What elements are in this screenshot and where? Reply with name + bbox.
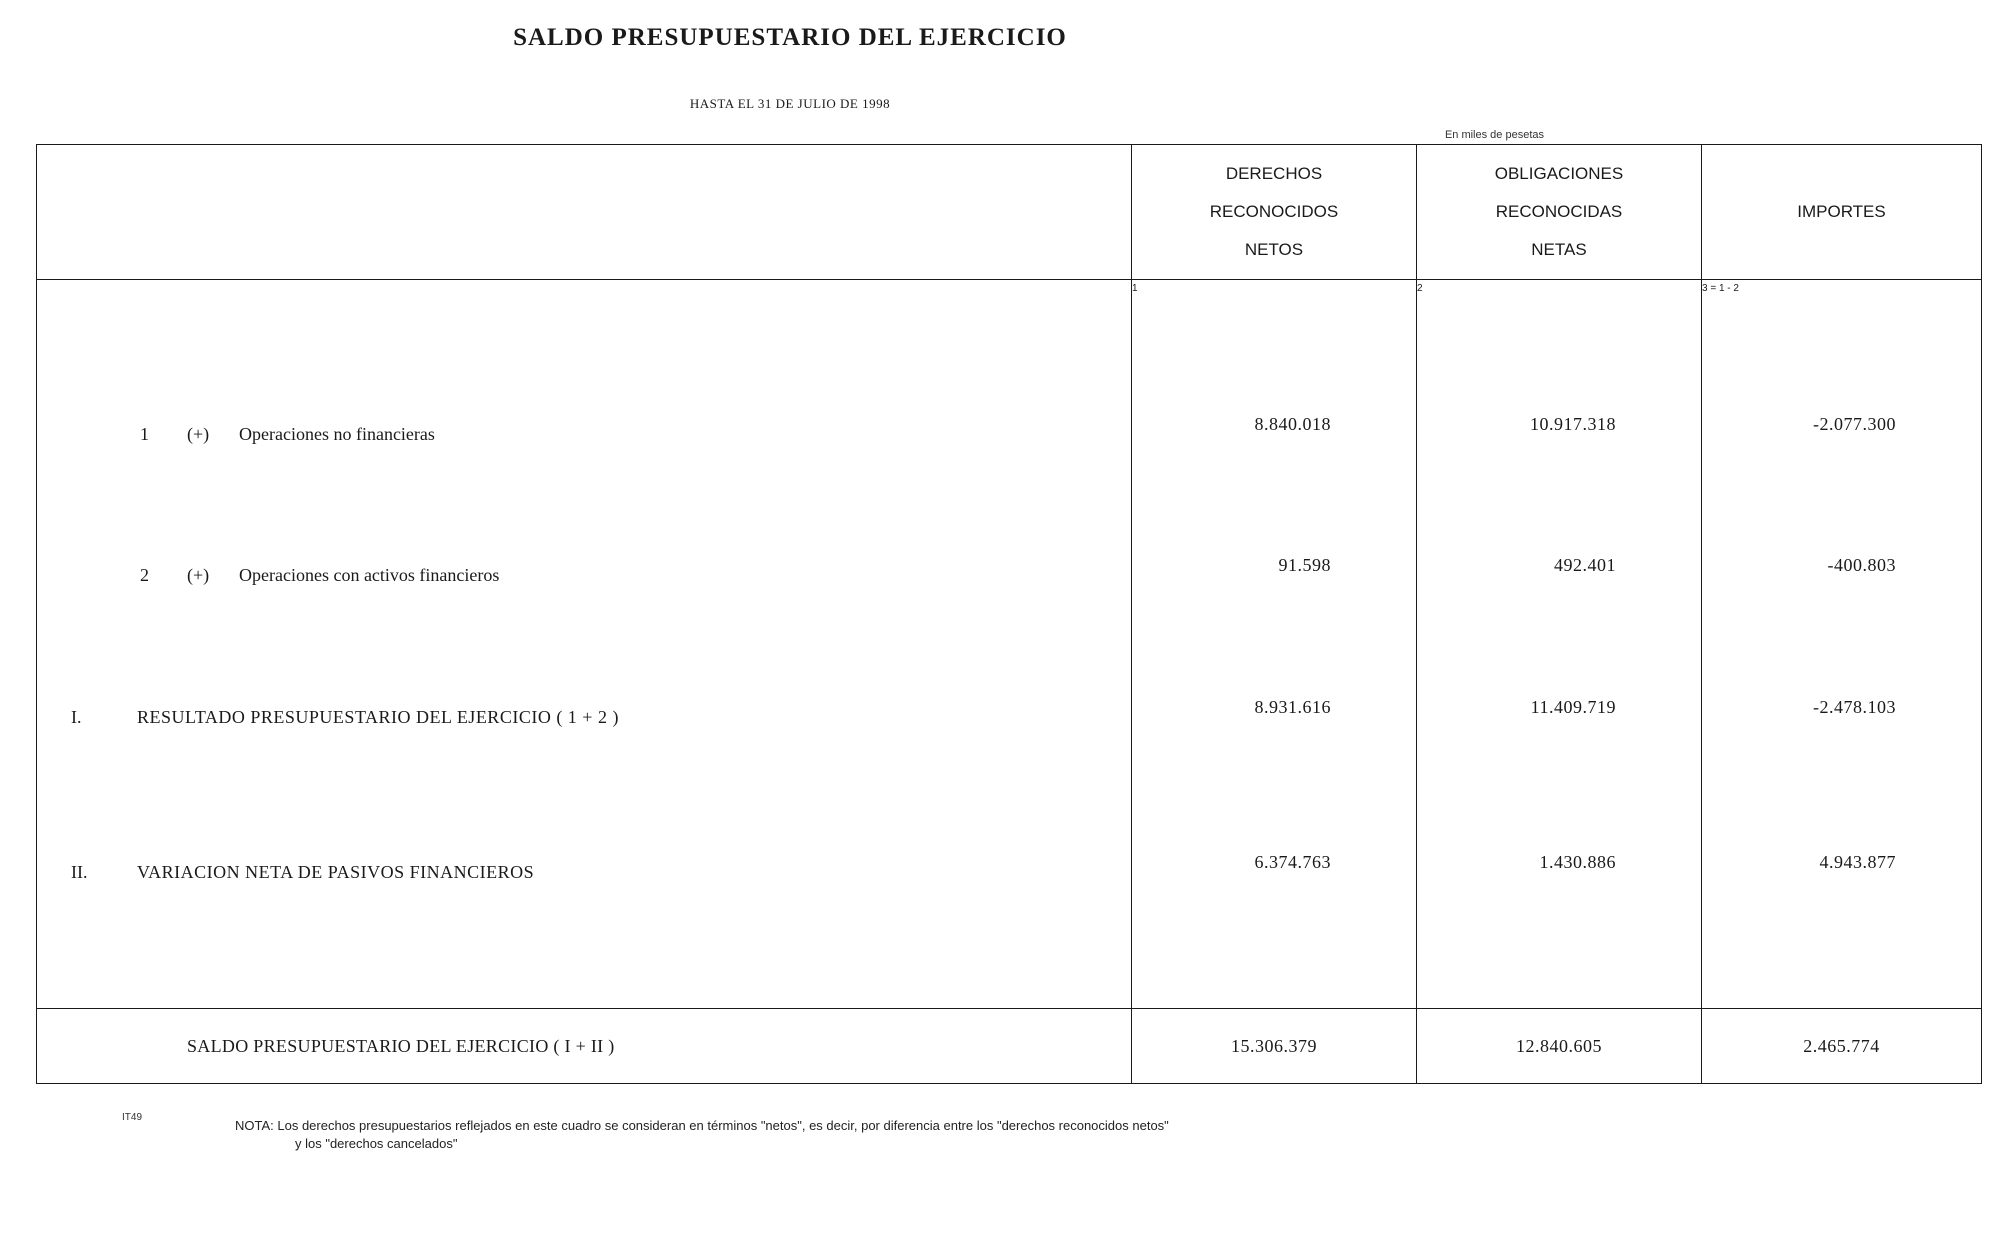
row-number: 1 <box>140 424 149 444</box>
header-derechos-line3: NETOS <box>1244 240 1304 259</box>
column-index-row <box>37 280 1982 301</box>
header-derechos-line2: RECONOCIDOS <box>1209 202 1339 221</box>
header-obligaciones-line3: NETAS <box>1531 240 1587 259</box>
header-blank-cell <box>37 145 1132 280</box>
row-importes-value: -2.077.300 <box>1702 354 1982 494</box>
row-derechos-value: 6.374.763 <box>1132 778 1417 946</box>
header-obligaciones <box>1417 145 1702 280</box>
row-sign: (+) <box>187 424 210 444</box>
row-derechos-value: 91.598 <box>1132 494 1417 636</box>
total-obligaciones-value: 12.840.605 <box>1417 1009 1702 1084</box>
table-header-row <box>37 145 1982 280</box>
column-index-derechos: 1 <box>1132 280 1417 301</box>
total-row <box>37 1009 1982 1084</box>
document-title: SALDO PRESUPUESTARIO DEL EJERCICIO <box>513 24 1067 51</box>
row-importes-value: 4.943.877 <box>1702 778 1982 946</box>
row-obligaciones-value: 11.409.719 <box>1417 636 1702 778</box>
row-number: I. <box>71 707 82 727</box>
row-importes-value: -2.478.103 <box>1702 636 1982 778</box>
document-subtitle: HASTA EL 31 DE JULIO DE 1998 <box>689 96 891 111</box>
footnote-line1: NOTA: Los derechos presupuestarios reflejados en este cuadro se consideran en términos "netos", es decir, por diferencia entre los "derechos reconocidos netos" <box>235 1118 1169 1133</box>
table-row <box>37 494 1982 636</box>
row-importes-value: -400.803 <box>1702 494 1982 636</box>
row-number: 2 <box>140 565 149 585</box>
row-obligaciones-value: 10.917.318 <box>1417 354 1702 494</box>
page-code: IT49 <box>122 1112 143 1123</box>
row-derechos-value: 8.840.018 <box>1132 354 1417 494</box>
header-derechos-line1: DERECHOS <box>1225 164 1323 183</box>
header-obligaciones-line2: RECONOCIDAS <box>1495 202 1623 221</box>
table-row <box>37 636 1982 778</box>
filler-row <box>37 946 1982 1009</box>
row-obligaciones-value: 1.430.886 <box>1417 778 1702 946</box>
column-index-obligaciones: 2 <box>1417 280 1702 301</box>
row-description <box>37 494 1132 636</box>
column-index-importes: 3 = 1 - 2 <box>1702 280 1982 301</box>
total-derechos-value: 15.306.379 <box>1132 1009 1417 1084</box>
table-row <box>37 354 1982 494</box>
row-number: II. <box>71 862 88 882</box>
row-description <box>37 636 1132 778</box>
row-label: Operaciones no financieras <box>239 424 435 444</box>
table-row <box>37 778 1982 946</box>
units-label: En miles de pesetas <box>1444 129 1544 141</box>
header-importes: IMPORTES <box>1702 145 1982 280</box>
footnote-line2: y los "derechos cancelados" <box>295 1136 458 1151</box>
header-obligaciones-line1: OBLIGACIONES <box>1494 164 1624 183</box>
header-derechos <box>1132 145 1417 280</box>
row-sign: (+) <box>187 565 210 585</box>
budget-balance-table <box>36 144 1982 1084</box>
total-label: SALDO PRESUPUESTARIO DEL EJERCICIO ( I + II ) <box>37 1009 1132 1084</box>
footnote <box>235 1117 1169 1153</box>
row-label: RESULTADO PRESUPUESTARIO DEL EJERCICIO ( 1 + 2 ) <box>137 707 619 727</box>
column-index-blank <box>37 280 1132 301</box>
row-label: VARIACION NETA DE PASIVOS FINANCIEROS <box>137 862 535 882</box>
row-description <box>37 778 1132 946</box>
row-obligaciones-value: 492.401 <box>1417 494 1702 636</box>
total-importes-value: 2.465.774 <box>1702 1009 1982 1084</box>
row-derechos-value: 8.931.616 <box>1132 636 1417 778</box>
row-description <box>37 354 1132 494</box>
spacer-row <box>37 300 1982 354</box>
row-label: Operaciones con activos financieros <box>239 565 500 585</box>
